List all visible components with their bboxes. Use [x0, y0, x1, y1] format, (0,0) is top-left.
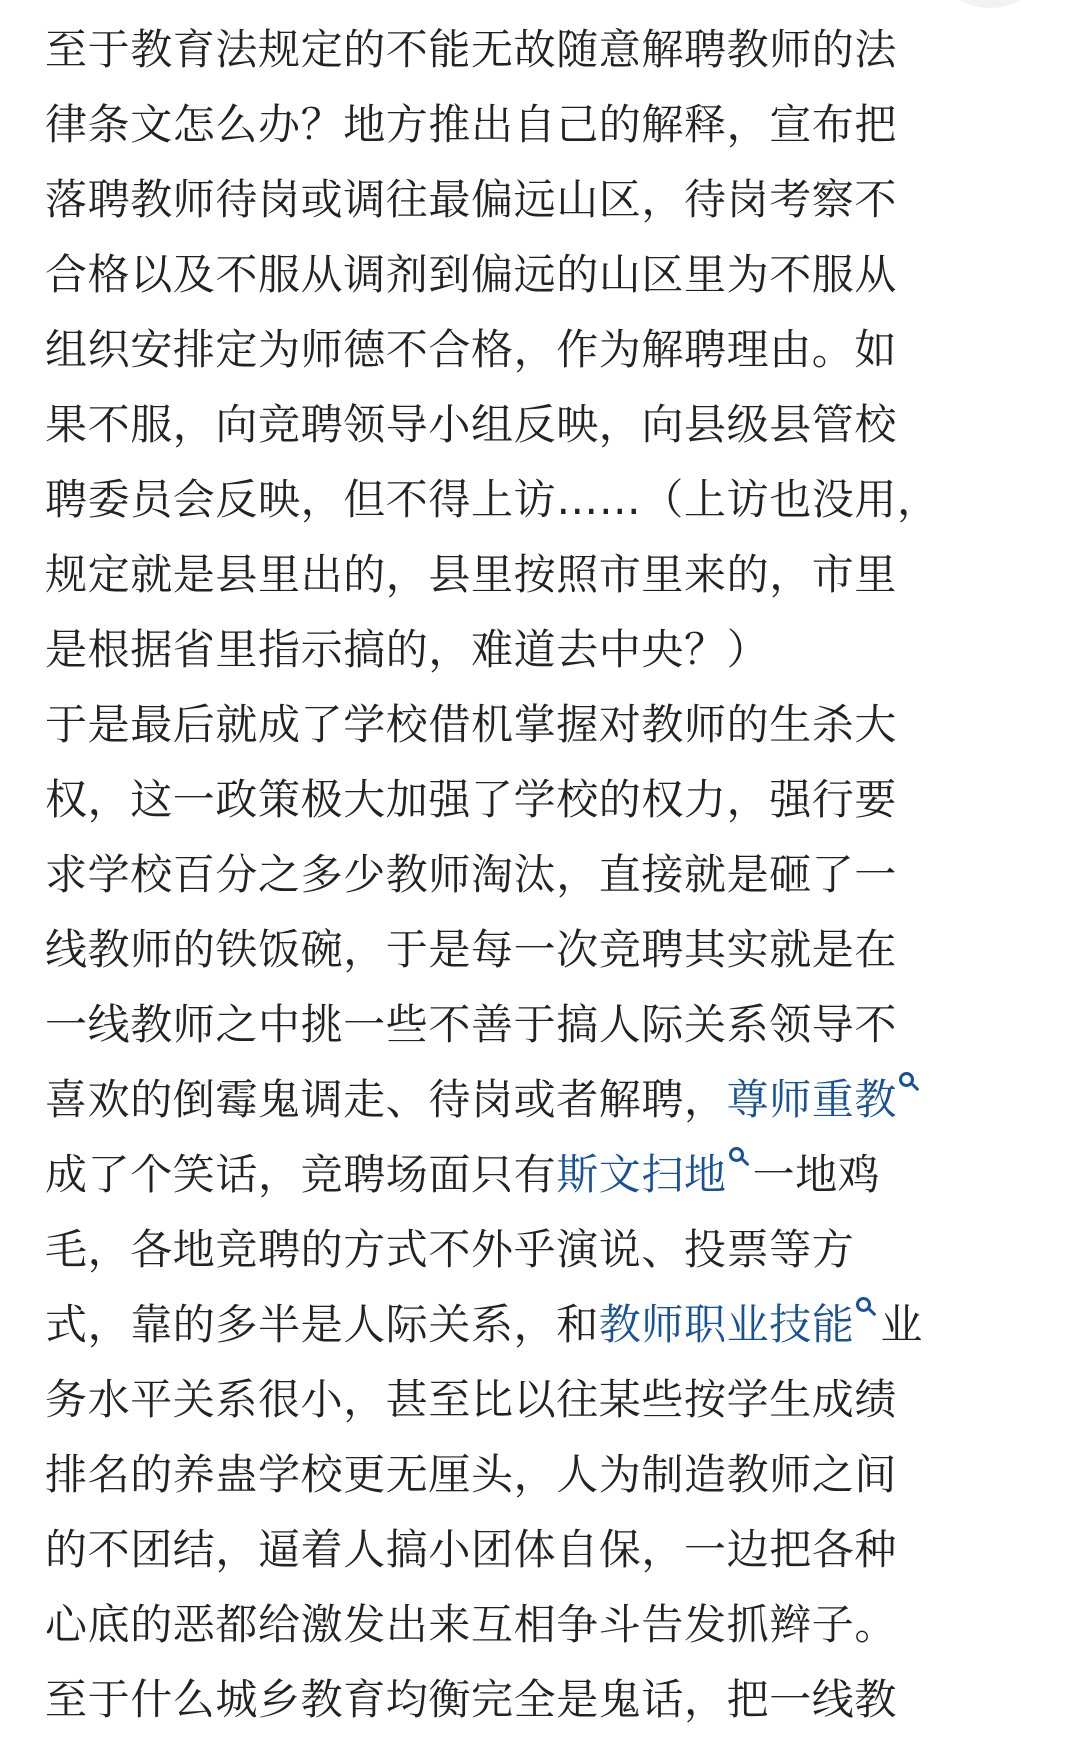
text-segment: 的不团结，逼着人搞小团体自保，一边把各种	[45, 1525, 898, 1574]
paragraph-line	[45, 1062, 1055, 1137]
keyword-link-label: 尊师重教	[726, 1075, 898, 1124]
paragraph-line	[45, 687, 1055, 762]
paragraph-line	[45, 837, 1055, 912]
paragraph-line	[45, 162, 1055, 237]
paragraph-line	[45, 1137, 1055, 1212]
paragraph-line	[45, 1437, 1055, 1512]
paragraph-line	[45, 1662, 1055, 1737]
keyword-search-link[interactable]	[556, 1150, 752, 1199]
text-segment: 成了个笑话，竞聘场面只有	[45, 1150, 557, 1199]
text-segment: 合格以及不服从调剂到偏远的山区里为不服从	[45, 250, 898, 299]
text-segment: 至于什么城乡教育均衡完全是鬼话，把一线教	[45, 1675, 898, 1724]
paragraph-line	[45, 312, 1055, 387]
paragraph-line	[45, 1212, 1055, 1287]
paragraph-line	[45, 1362, 1055, 1437]
paragraph-line	[45, 1512, 1055, 1587]
text-segment: 求学校百分之多少教师淘汰，直接就是砸了一	[45, 850, 898, 899]
text-segment: 权，这一政策极大加强了学校的权力，强行要	[45, 775, 898, 824]
text-segment: 一地鸡	[752, 1150, 881, 1199]
paragraph-line	[45, 912, 1055, 987]
search-icon	[899, 1072, 921, 1096]
text-segment: 线教师的铁饭碗，于是每一次竞聘其实就是在	[45, 925, 898, 974]
text-segment: 规定就是县里出的，县里按照市里来的，市里	[45, 550, 898, 599]
text-segment: 律条文怎么办？地方推出自己的解释，宣布把	[45, 100, 898, 149]
text-segment: 毛，各地竞聘的方式不外乎演说、投票等方	[45, 1225, 855, 1274]
keyword-link-label: 斯文扫地	[556, 1150, 727, 1199]
text-segment: 业	[880, 1300, 924, 1349]
paragraph-line	[45, 387, 1055, 462]
text-segment: 一线教师之中挑一些不善于搞人际关系领导不	[45, 1000, 898, 1049]
paragraph-line	[45, 762, 1055, 837]
paragraph-line	[45, 537, 1055, 612]
paragraph-line	[45, 237, 1055, 312]
keyword-link-label: 教师职业技能	[598, 1300, 855, 1349]
text-segment: 式，靠的多半是人际关系，和	[45, 1300, 599, 1349]
text-segment: 聘委员会反映，但不得上访……（上访也没用，	[45, 475, 940, 524]
paragraph-line	[45, 987, 1055, 1062]
paragraph-line	[45, 1287, 1055, 1362]
text-segment: 落聘教师待岗或调往最偏远山区，待岗考察不	[45, 175, 898, 224]
corner-shade	[950, 0, 1030, 8]
paragraph-line	[45, 87, 1055, 162]
text-segment: 是根据省里指示搞的，难道去中央？）	[45, 625, 770, 674]
text-segment: 排名的养蛊学校更无厘头，人为制造教师之间	[45, 1450, 898, 1499]
keyword-search-link[interactable]	[727, 1075, 923, 1124]
search-icon	[856, 1297, 878, 1321]
article-body	[45, 12, 1055, 1737]
text-segment: 果不服，向竞聘领导小组反映，向县级县管校	[45, 400, 898, 449]
text-segment: 喜欢的倒霉鬼调走、待岗或者解聘，	[45, 1075, 727, 1124]
text-segment: 心底的恶都给激发出来互相争斗告发抓辫子。	[45, 1600, 898, 1649]
text-segment: 至于教育法规定的不能无故随意解聘教师的法	[45, 25, 898, 74]
paragraph-line	[45, 462, 1055, 537]
search-icon	[729, 1147, 751, 1171]
paragraph-line	[45, 612, 1055, 687]
keyword-search-link[interactable]	[599, 1300, 881, 1349]
paragraph-line	[45, 1587, 1055, 1662]
text-segment: 组织安排定为师德不合格，作为解聘理由。如	[45, 325, 898, 374]
text-segment: 务水平关系很小，甚至比以往某些按学生成绩	[45, 1375, 898, 1424]
text-segment: 于是最后就成了学校借机掌握对教师的生杀大	[45, 700, 898, 749]
paragraph-line	[45, 12, 1055, 87]
